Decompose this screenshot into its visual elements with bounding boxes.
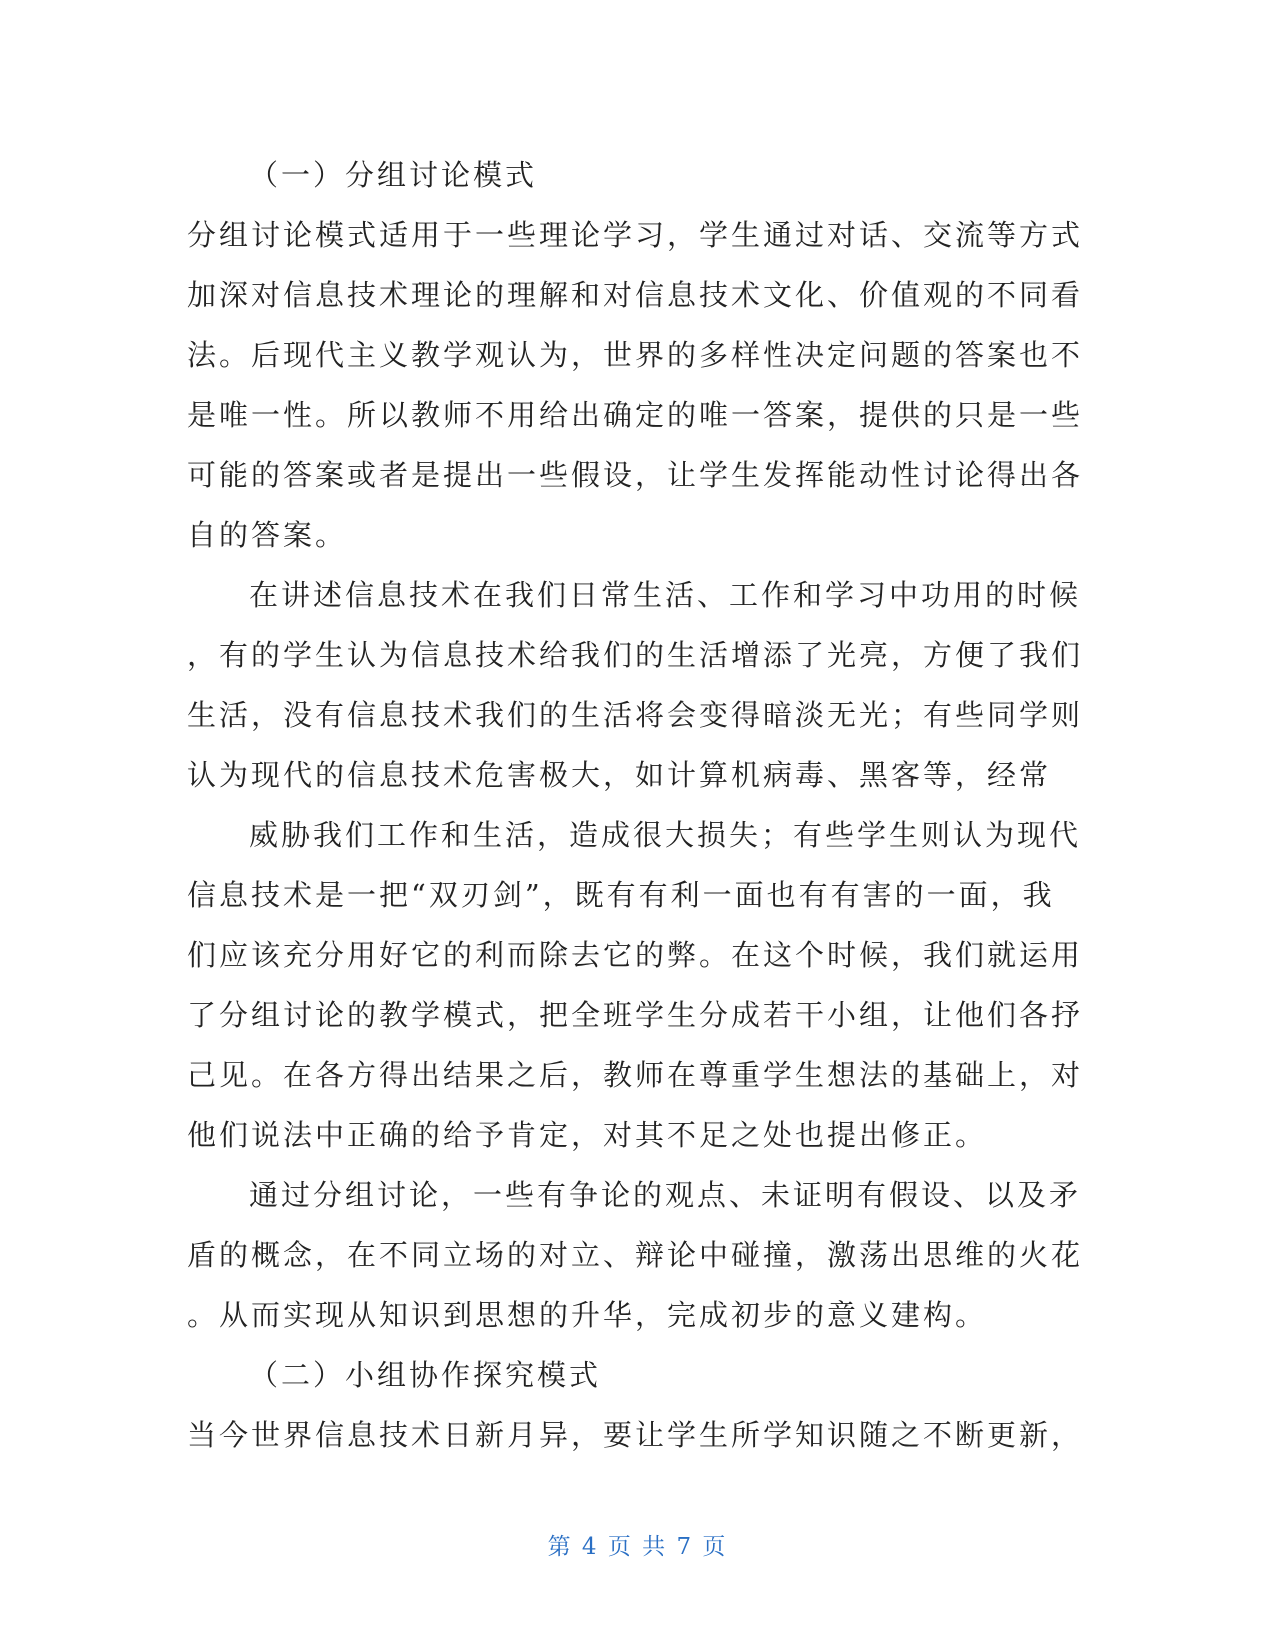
paragraph-line: 。从而实现从知识到思想的升华，完成初步的意义建构。 xyxy=(187,1298,988,1332)
page-number-footer: 第 4 页 共 7 页 xyxy=(547,1534,728,1560)
document-body xyxy=(187,145,1084,1465)
paragraph-line: 加深对信息技术理论的理解和对信息技术文化、价值观的不同看 xyxy=(187,278,1084,312)
paragraph-line: 生活，没有信息技术我们的生活将会变得暗淡无光；有些同学则 xyxy=(187,698,1084,732)
paragraph-line: 在讲述信息技术在我们日常生活、工作和学习中功用的时候 xyxy=(249,578,1082,612)
paragraph-line: 威胁我们工作和生活，造成很大损失；有些学生则认为现代 xyxy=(249,818,1082,852)
paragraph-line: 们应该充分用好它的利而除去它的弊。在这个时候，我们就运用 xyxy=(187,938,1084,972)
paragraph-line: 法。后现代主义教学观认为，世界的多样性决定问题的答案也不 xyxy=(187,338,1084,372)
section-heading-2: （二）小组协作探究模式 xyxy=(249,1358,602,1392)
section-heading-1: （一）分组讨论模式 xyxy=(249,158,538,192)
paragraph-line: 分组讨论模式适用于一些理论学习，学生通过对话、交流等方式 xyxy=(187,218,1084,252)
paragraph-line: 是唯一性。所以教师不用给出确定的唯一答案，提供的只是一些 xyxy=(187,398,1084,432)
paragraph-line: 他们说法中正确的给予肯定，对其不足之处也提出修正。 xyxy=(187,1118,988,1152)
paragraph-line: 当今世界信息技术日新月异，要让学生所学知识随之不断更新， xyxy=(187,1418,1084,1452)
paragraph-line: ，有的学生认为信息技术给我们的生活增添了光亮，方便了我们 xyxy=(187,638,1084,672)
paragraph-line: 通过分组讨论，一些有争论的观点、未证明有假设、以及矛 xyxy=(249,1178,1082,1212)
paragraph-line: 自的答案。 xyxy=(187,518,348,552)
paragraph-line: 认为现代的信息技术危害极大，如计算机病毒、黑客等，经常 xyxy=(187,758,1052,792)
paragraph-line: 信息技术是一把“双刃剑”，既有有利一面也有有害的一面，我 xyxy=(187,878,1055,912)
paragraph-line: 己见。在各方得出结果之后，教师在尊重学生想法的基础上，对 xyxy=(187,1058,1084,1092)
paragraph-line: 可能的答案或者是提出一些假设，让学生发挥能动性讨论得出各 xyxy=(187,458,1084,492)
paragraph-line: 了分组讨论的教学模式，把全班学生分成若干小组，让他们各抒 xyxy=(187,998,1084,1032)
paragraph-line: 盾的概念，在不同立场的对立、辩论中碰撞，激荡出思维的火花 xyxy=(187,1238,1084,1272)
